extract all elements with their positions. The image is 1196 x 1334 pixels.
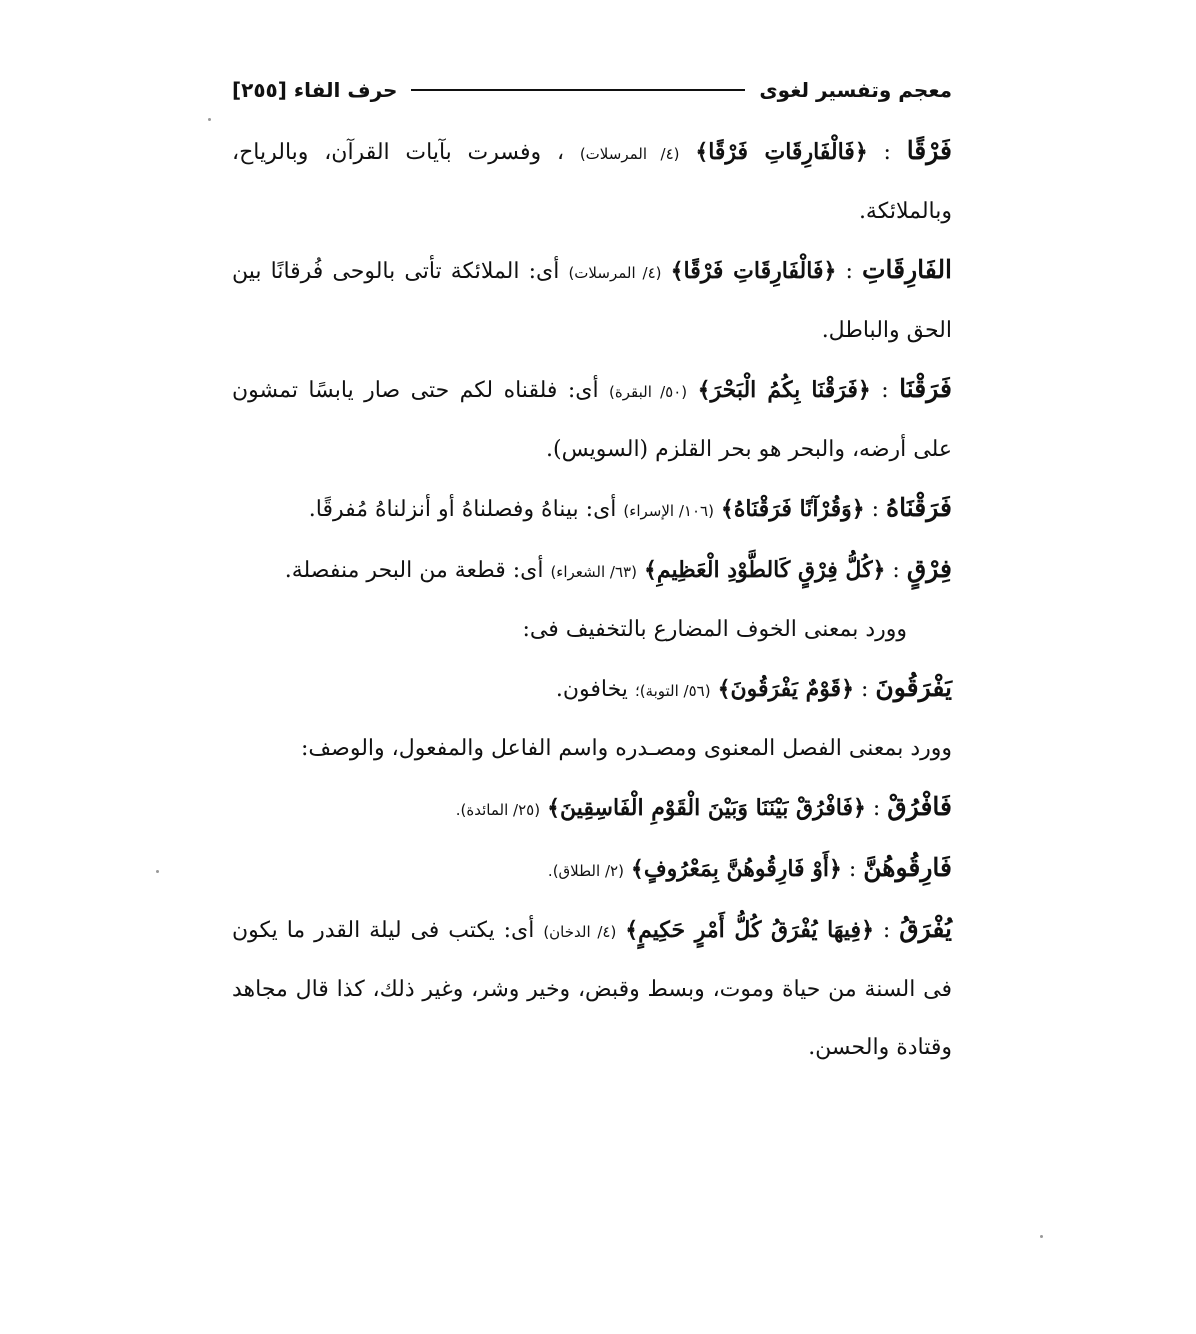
dictionary-entry (232, 241, 952, 360)
quran-quote: ﴿كُلُّ فِرْقٍ كَالطَّوْدِ الْعَظِيمِ﴾ (643, 557, 886, 583)
quran-quote: ﴿فِيهَا يُفْرَقُ كُلُّ أَمْرٍ حَكِيمٍ﴾ (625, 917, 874, 943)
verse-reference: (١٠٦/ الإسراء) (623, 502, 714, 520)
section-note: وورد بمعنى الخوف المضارع بالتخفيف فى: (522, 617, 907, 642)
verse-reference: (٥٦/ التوبة)؛ (634, 682, 711, 700)
header-rule (411, 89, 745, 91)
running-header (232, 70, 952, 110)
entry-explanation: أى: بيناهُ وفصلناهُ أو أنزلناهُ مُفرقًا. (308, 497, 617, 522)
verse-reference: (٤/ المرسلات) (579, 145, 680, 163)
book-title: معجم وتفسير لغوى (759, 78, 952, 102)
entry-separator: : (836, 259, 862, 284)
quran-quote: ﴿فَالْفَارِقَاتِ فَرْقًا﴾ (670, 258, 837, 284)
scan-speck (156, 870, 159, 873)
entry-separator: : (865, 796, 888, 821)
section-note: وورد بمعنى الفصل المعنوى ومصـدره واسم الفاعل والمفعول، والوصف: (301, 736, 952, 761)
scan-speck (1040, 1235, 1043, 1238)
entry-headword: يُفْرَقُ (899, 914, 952, 943)
entry-separator: : (885, 558, 907, 583)
verse-reference: (٥٠/ البقرة) (609, 383, 688, 401)
verse-reference: (٢٥/ المائدة). (455, 801, 541, 819)
chapter-name: حرف الفاء (293, 78, 398, 102)
entry-headword: فِرْقٍ (906, 554, 952, 583)
entry-headword: فَارِقُوهُنَّ (863, 853, 952, 882)
entry-explanation: أى: الملائكة تأتى بالوحى فُرقانًا بين الحق والباطل. (232, 259, 952, 343)
dictionary-entry (232, 659, 952, 720)
quran-quote: ﴿قَوْمٌ يَفْرَقُونَ﴾ (717, 676, 854, 702)
dictionary-entry (232, 839, 952, 900)
quran-quote: ﴿فَرَقْنَا بِكُمُ الْبَحْرَ﴾ (697, 377, 871, 403)
quran-quote: ﴿وَقُرْآنًا فَرَقْنَاهُ﴾ (720, 496, 865, 522)
entry-separator: : (867, 140, 907, 165)
quran-quote: ﴿فَالْفَارِقَاتِ فَرْقًا﴾ (695, 139, 868, 165)
entry-separator: : (864, 497, 887, 522)
entry-explanation: يخافون. (555, 677, 628, 702)
entry-separator: : (841, 857, 864, 882)
entry-headword: فَافْرُقْ (887, 792, 952, 821)
verse-reference: (٤/ المرسلات) (568, 264, 662, 282)
scan-speck (208, 118, 211, 121)
entry-separator: : (853, 677, 876, 702)
quran-quote: ﴿فَافْرُقْ بَيْنَنَا وَبَيْنَ الْقَوْمِ الْفَاسِقِينَ﴾ (547, 795, 866, 821)
dictionary-entry (232, 778, 952, 839)
chapter-title (232, 78, 397, 102)
quran-quote: ﴿أَوْ فَارِقُوهُنَّ بِمَعْرُوفٍ﴾ (630, 856, 842, 882)
page-number: [٢٥٥] (232, 78, 287, 102)
dictionary-entry (232, 479, 952, 540)
verse-reference: (٦٣/ الشعراء) (550, 563, 637, 581)
entry-explanation: ، وفسرت بآيات القرآن، وبالرياح، وبالملائكة. (232, 140, 952, 224)
verse-reference: (٢/ الطلاق). (547, 862, 624, 880)
entry-headword: الفَارِقَاتِ (862, 255, 953, 284)
book-page (232, 70, 952, 1077)
dictionary-entry (232, 360, 952, 479)
dictionary-entry (232, 122, 952, 241)
dictionary-entry (232, 900, 952, 1077)
entry-separator: : (873, 918, 900, 943)
entry-separator: : (870, 378, 900, 403)
entry-headword: فَرْقًا (906, 136, 952, 165)
dictionary-entry (232, 540, 952, 601)
entry-headword: فَرَقْنَاهُ (886, 493, 952, 522)
entry-headword: يَفْرَقُونَ (875, 673, 952, 702)
page-body (232, 122, 952, 1077)
entry-explanation: أى: قطعة من البحر منفصلة. (284, 558, 544, 583)
entry-headword: فَرَقْنَا (899, 374, 952, 403)
entry-explanation: أى: فلقناه لكم حتى صار يابسًا تمشون على أرضه، والبحر هو بحر القلزم (السويس). (232, 378, 952, 462)
entry-explanation: أى: يكتب فى ليلة القدر ما يكون فى السنة من حياة وموت، وبسط وقبض، وخير وشر، وغير ذلك، كذا قال مجاهد وقتادة والحسن. (232, 918, 952, 1060)
verse-reference: (٤/ الدخان) (543, 923, 617, 941)
